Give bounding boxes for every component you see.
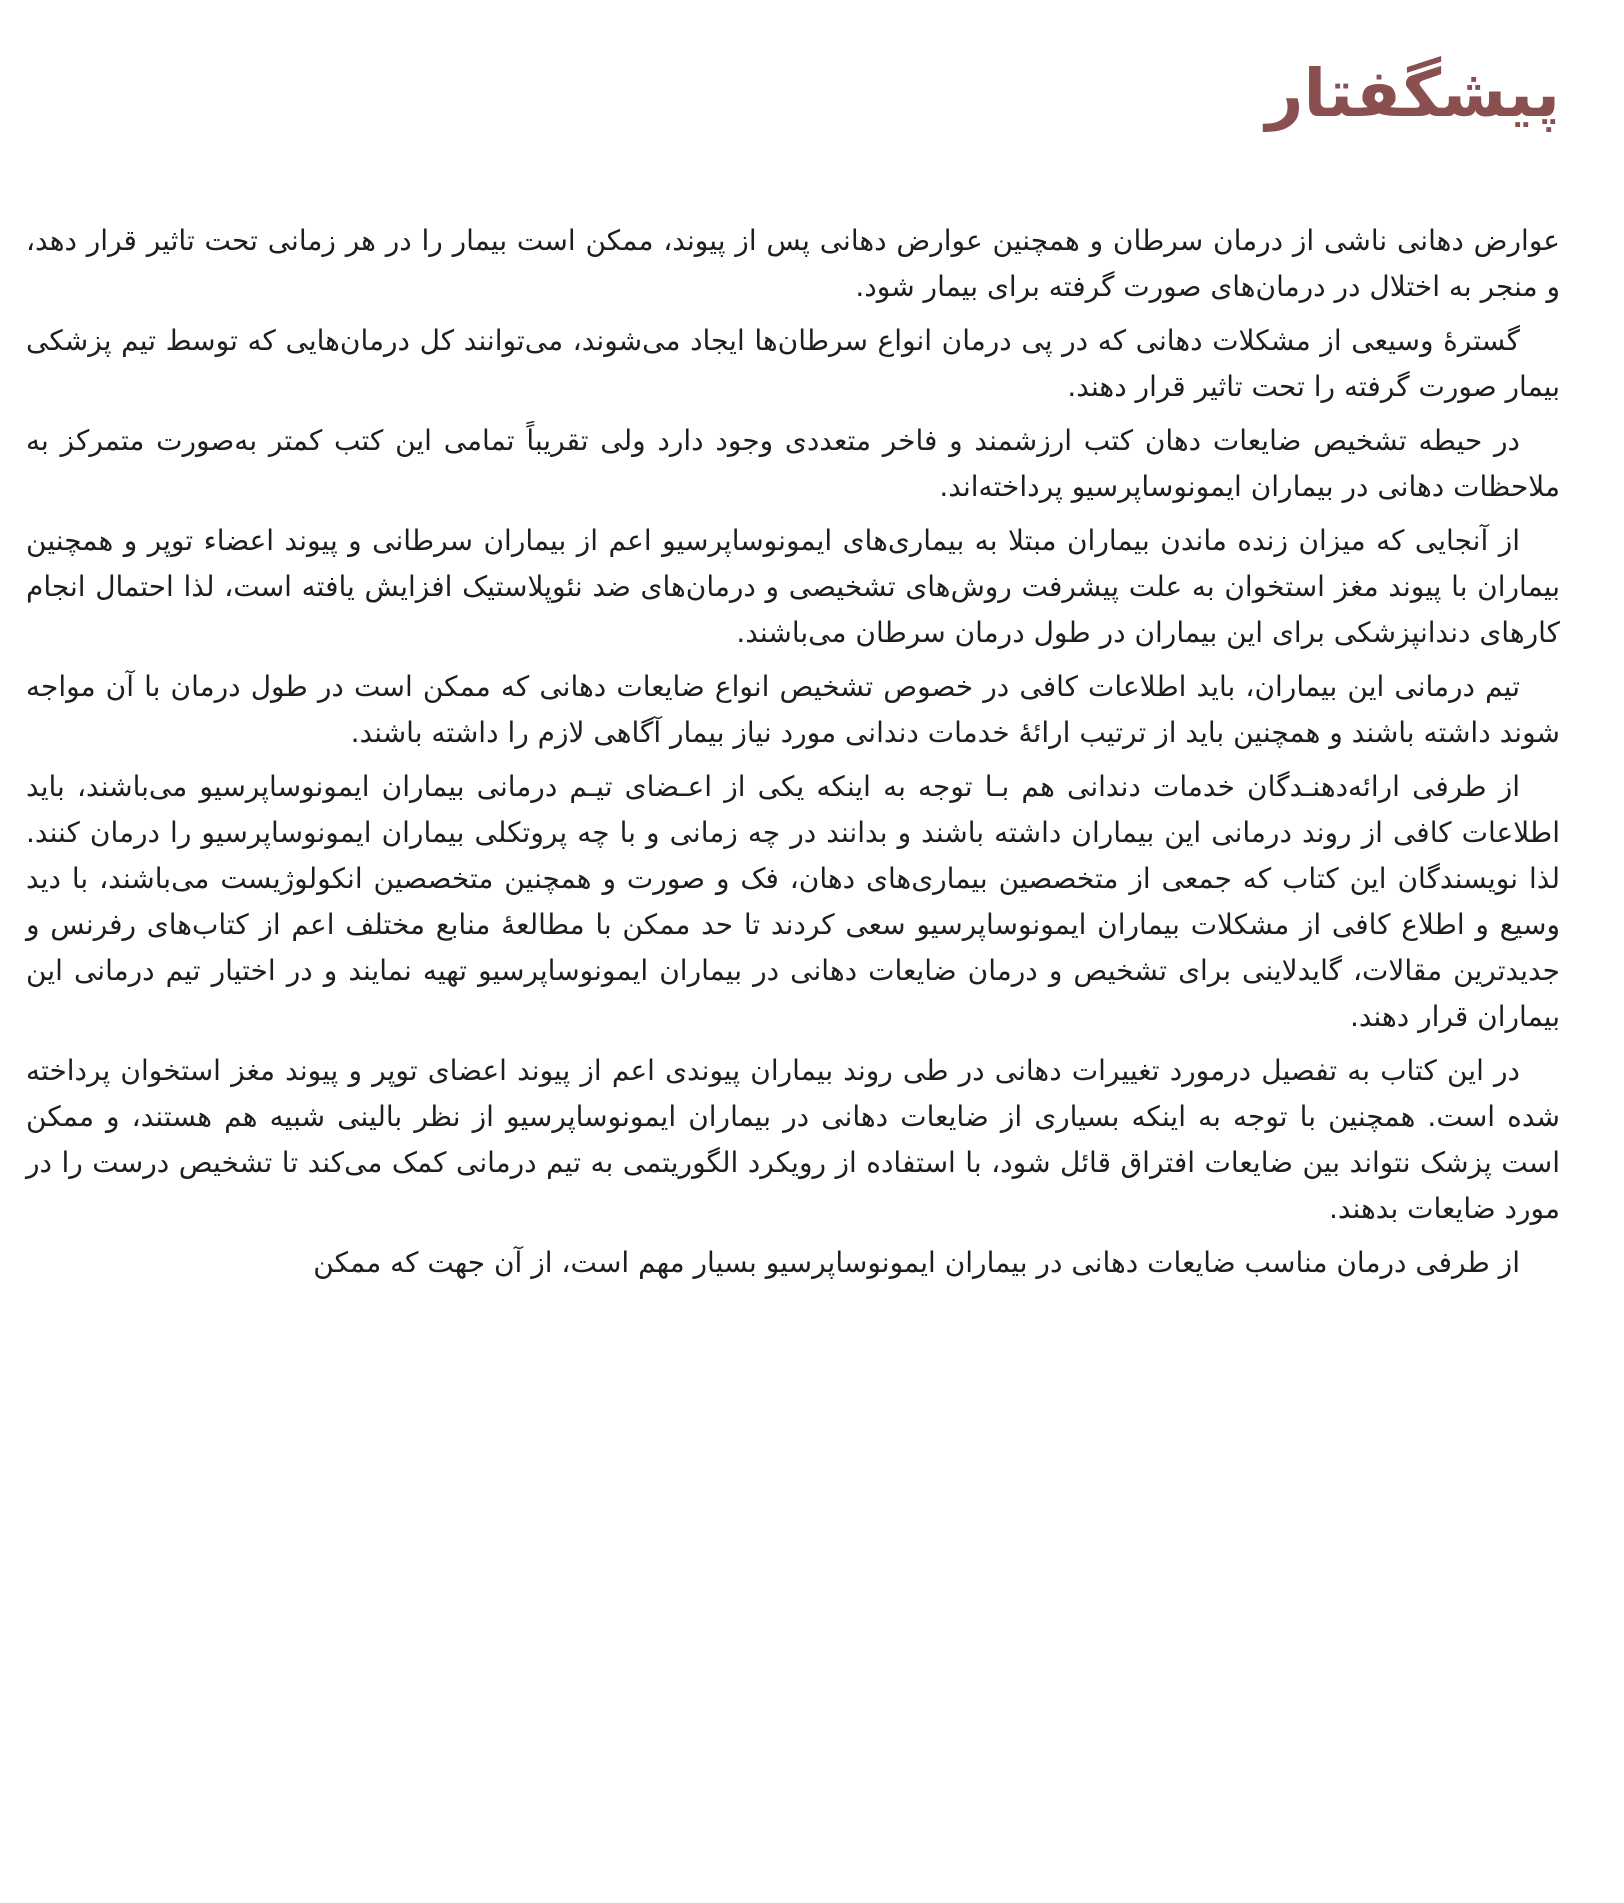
paragraph-5: تیم درمانی این بیماران، باید اطلاعات کافی در خصوص تشخیص انواع ضایعات دهانی که ممکن است در طول درمان با آن مواجه شوند داشته باشند و همچنین باید از ترتیب ارائهٔ خدمات دندانی مورد نیاز بیمار آگاهی لازم را داشته باشند. (26, 670, 1560, 749)
preface-body (26, 218, 1560, 1294)
page-title: پیشگفتار (1265, 55, 1560, 132)
paragraph-2: گسترهٔ وسیعی از مشکلات دهانی که در پی درمان انواع سرطان‌ها ایجاد می‌شوند، می‌توانند کل درمان‌هایی که توسط تیم پزشکی بیمار صورت گرفته را تحت تاثیر قرار دهند. (26, 324, 1560, 403)
paragraph-4: از آنجایی که میزان زنده ماندن بیماران مبتلا به بیماری‌های ایمونوساپرسیو اعم از بیماران سرطانی و پیوند اعضاء توپر و همچنین بیماران با پیوند مغز استخوان به علت پیشرفت روش‌های تشخیصی و درمان‌های ضد نئوپلاستیک افزایش یافته است، لذا احتمال انجام کارهای دندانپزشکی برای این بیماران در طول درمان سرطان می‌باشند. (26, 524, 1560, 649)
paragraph-3: در حیطه تشخیص ضایعات دهان کتب ارزشمند و فاخر متعددی وجود دارد ولی تقریباً تمامی این کتب کمتر به‌صورت متمرکز به ملاحظات دهانی در بیماران ایمونوساپرسیو پرداخته‌اند. (26, 424, 1560, 503)
paragraph-1: عوارض دهانی ناشی از درمان سرطان و همچنین عوارض دهانی پس از پیوند، ممکن است بیمار را در هر زمانی تحت تاثیر قرار دهد، و منجر به اختلال در درمان‌های صورت گرفته برای بیمار شود. (26, 224, 1560, 303)
paragraph-6: از طرفی ارائه‌دهنـدگان خدمات دندانی هم بـا توجه به اینکه یکی از اعـضای تیـم درمانی بیماران ایمونوساپرسیو می‌باشند، باید اطلاعات کافی از روند درمانی این بیماران داشته باشند و بدانند در چه زمانی و با چه پروتکلی بیماران ایمونوساپرسیو را درمان کنند. لذا نویسندگان این کتاب که جمعی از متخصصین بیماری‌های دهان، فک و صورت و همچنین متخصصین انکولوژیست می‌باشند، با دید وسیع و اطلاع کافی از مشکلات بیماران ایمونوساپرسیو سعی کردند تا حد ممکن با مطالعهٔ منابع مختلف اعم از کتاب‌های رفرنس و جدیدترین مقالات، گایدلاینی برای تشخیص و درمان ضایعات دهانی در بیماران ایمونوساپرسیو تهیه نمایند و در اختیار تیم درمانی این بیماران قرار دهند. (26, 770, 1560, 1033)
paragraph-7: در این کتاب به تفصیل درمورد تغییرات دهانی در طی روند بیماران پیوندی اعم از پیوند اعضای توپر و پیوند مغز استخوان پرداخته شده است. همچنین با توجه به اینکه بسیاری از ضایعات دهانی در بیماران ایمونوساپرسیو از نظر بالینی شبیه هم هستند، و ممکن است پزشک نتواند بین ضایعات افتراق قائل شود، با استفاده از رویکرد الگوریتمی به تیم درمانی کمک می‌کند تا تشخیص درست را در مورد ضایعات بدهند. (26, 1054, 1560, 1225)
paragraph-8: از طرفی درمان مناسب ضایعات دهانی در بیماران ایمونوساپرسیو بسیار مهم است، از آن جهت که ممکن (313, 1246, 1520, 1279)
